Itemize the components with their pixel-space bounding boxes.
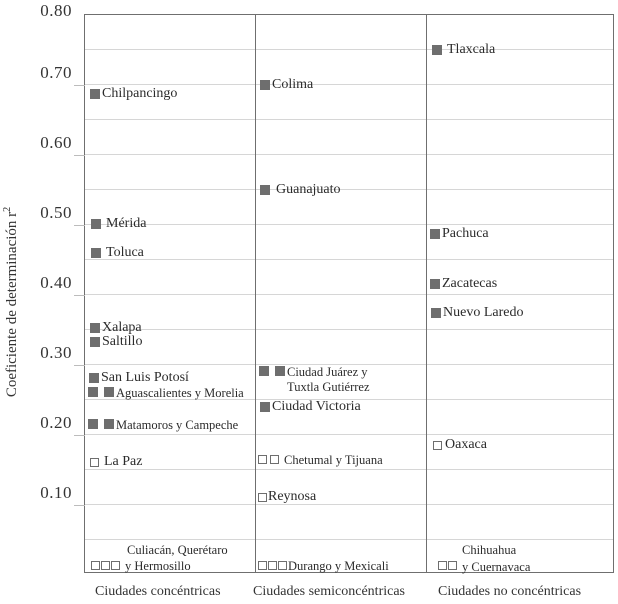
y-tick-0.50: 0.50 (40, 203, 72, 222)
y-tick-mark (74, 85, 85, 86)
point-label: Nuevo Laredo (443, 305, 524, 320)
filled-square-marker (430, 279, 440, 289)
filled-square-marker (104, 387, 114, 397)
filled-square-marker (91, 219, 101, 229)
hollow-square-marker (448, 561, 457, 570)
point-label: Xalapa (102, 320, 142, 335)
point-label: Reynosa (268, 489, 317, 504)
gridline (85, 434, 613, 435)
y-tick-mark (74, 225, 85, 226)
y-tick-0.10: 0.10 (40, 483, 72, 502)
y-tick-0.40: 0.40 (40, 273, 72, 292)
point-tuxtla-label-line2 (287, 379, 370, 395)
hollow-square-marker (270, 455, 279, 464)
point-culiacan-queretaro-hermosillo (91, 557, 191, 574)
filled-square-marker (91, 248, 101, 258)
point-label: Tlaxcala (447, 42, 496, 57)
point-label: Aguascalientes y Morelia (116, 386, 244, 400)
gridline (85, 154, 613, 155)
point-label: Matamoros y Campeche (116, 418, 239, 432)
point-zacatecas (430, 276, 497, 292)
point-merida (91, 216, 146, 232)
y-tick-0.20: 0.20 (40, 413, 72, 432)
point-aguascalientes-morelia (88, 384, 244, 401)
filled-square-marker (275, 366, 285, 376)
point-label: Mérida (106, 216, 147, 231)
y-tick-mark (74, 155, 85, 156)
hollow-square-marker (433, 441, 442, 450)
point-colima (260, 77, 313, 93)
hollow-square-marker (90, 458, 99, 467)
point-saltillo (90, 334, 142, 350)
y-tick-0.60: 0.60 (40, 133, 72, 152)
y-tick-mark (74, 505, 85, 506)
filled-square-marker (90, 337, 100, 347)
point-ciudad-juarez-tuxtla (259, 363, 368, 380)
point-label: Ciudad Juárez y (287, 365, 368, 379)
hollow-square-marker (101, 561, 110, 570)
point-label: Chilpancingo (102, 86, 178, 101)
filled-square-marker (88, 387, 98, 397)
point-label: Culiacán, Querétaro (127, 543, 228, 557)
point-chihuahua-cuernavaca (438, 557, 530, 575)
point-label: Durango y Mexicali (288, 559, 389, 573)
gridline (85, 504, 613, 505)
gridline (85, 294, 613, 295)
gridline (85, 539, 613, 540)
y-tick-0.80: 0.80 (40, 1, 72, 20)
hollow-square-marker (278, 561, 287, 570)
y-tick-0.30: 0.30 (40, 343, 72, 362)
hollow-square-marker (111, 561, 120, 570)
y-tick-mark (74, 365, 85, 366)
point-oaxaca (433, 437, 487, 453)
filled-square-marker (430, 229, 440, 239)
gridline (85, 119, 613, 120)
filled-square-marker (259, 366, 269, 376)
point-label: San Luis Potosí (101, 370, 189, 385)
hollow-square-marker (438, 561, 447, 570)
x-category-semiconcentricas: Ciudades semiconcéntricas (253, 584, 406, 599)
y-tick-mark (74, 295, 85, 296)
y-axis-title: Coeficiente de determinación $r^2$ (2, 206, 20, 398)
point-pachuca (430, 226, 489, 242)
point-label: y Hermosillo (125, 559, 191, 573)
filled-square-marker (260, 185, 270, 195)
column-divider (255, 15, 256, 572)
point-chilpancingo (90, 86, 177, 102)
point-chetumal-tijuana (258, 451, 383, 468)
gridline (85, 224, 613, 225)
column-divider (426, 15, 427, 572)
point-label: Chihuahua (462, 543, 517, 557)
hollow-square-marker (91, 561, 100, 570)
filled-square-marker (260, 80, 270, 90)
gridline (85, 469, 613, 470)
point-label: Guanajuato (276, 182, 341, 197)
point-label: y Cuernavaca (462, 560, 531, 574)
point-culiacan-label-line1 (127, 542, 228, 558)
point-tlaxcala (432, 42, 495, 58)
filled-square-marker (88, 419, 98, 429)
gridline (85, 49, 613, 50)
point-ciudad-victoria (260, 399, 361, 415)
filled-square-marker (104, 419, 114, 429)
hollow-square-marker (258, 493, 267, 502)
filled-square-marker (90, 89, 100, 99)
point-la-paz (90, 454, 142, 470)
filled-square-marker (260, 402, 270, 412)
point-reynosa (258, 489, 316, 505)
point-guanajuato (260, 182, 341, 198)
point-label: Ciudad Victoria (272, 399, 361, 414)
gridline (85, 189, 613, 190)
point-label: Tuxtla Gutiérrez (287, 380, 370, 394)
point-label: Toluca (106, 245, 144, 260)
gridline (85, 329, 613, 330)
x-category-no-concentricas: Ciudades no concéntricas (438, 584, 582, 599)
point-label: La Paz (104, 454, 143, 469)
point-chihuahua-label-line1 (462, 542, 516, 558)
point-label: Oaxaca (445, 437, 487, 452)
y-tick-mark (74, 435, 85, 436)
filled-square-marker (432, 45, 442, 55)
hollow-square-marker (258, 561, 267, 570)
hollow-square-marker (268, 561, 277, 570)
x-category-concentricas: Ciudades concéntricas (95, 584, 221, 599)
gridline (85, 84, 613, 85)
point-matamoros-campeche (88, 416, 238, 433)
point-label: Pachuca (442, 226, 489, 241)
filled-square-marker (90, 323, 100, 333)
point-label: Colima (272, 77, 314, 92)
point-nuevo-laredo (431, 305, 523, 321)
y-tick-0.70: 0.70 (40, 63, 72, 82)
point-label: Saltillo (102, 334, 143, 349)
point-label: Chetumal y Tijuana (284, 453, 383, 467)
point-toluca (91, 245, 144, 261)
filled-square-marker (89, 373, 99, 383)
filled-square-marker (431, 308, 441, 318)
gridline (85, 259, 613, 260)
hollow-square-marker (258, 455, 267, 464)
point-durango-mexicali (258, 557, 389, 574)
point-label: Zacatecas (442, 276, 498, 291)
